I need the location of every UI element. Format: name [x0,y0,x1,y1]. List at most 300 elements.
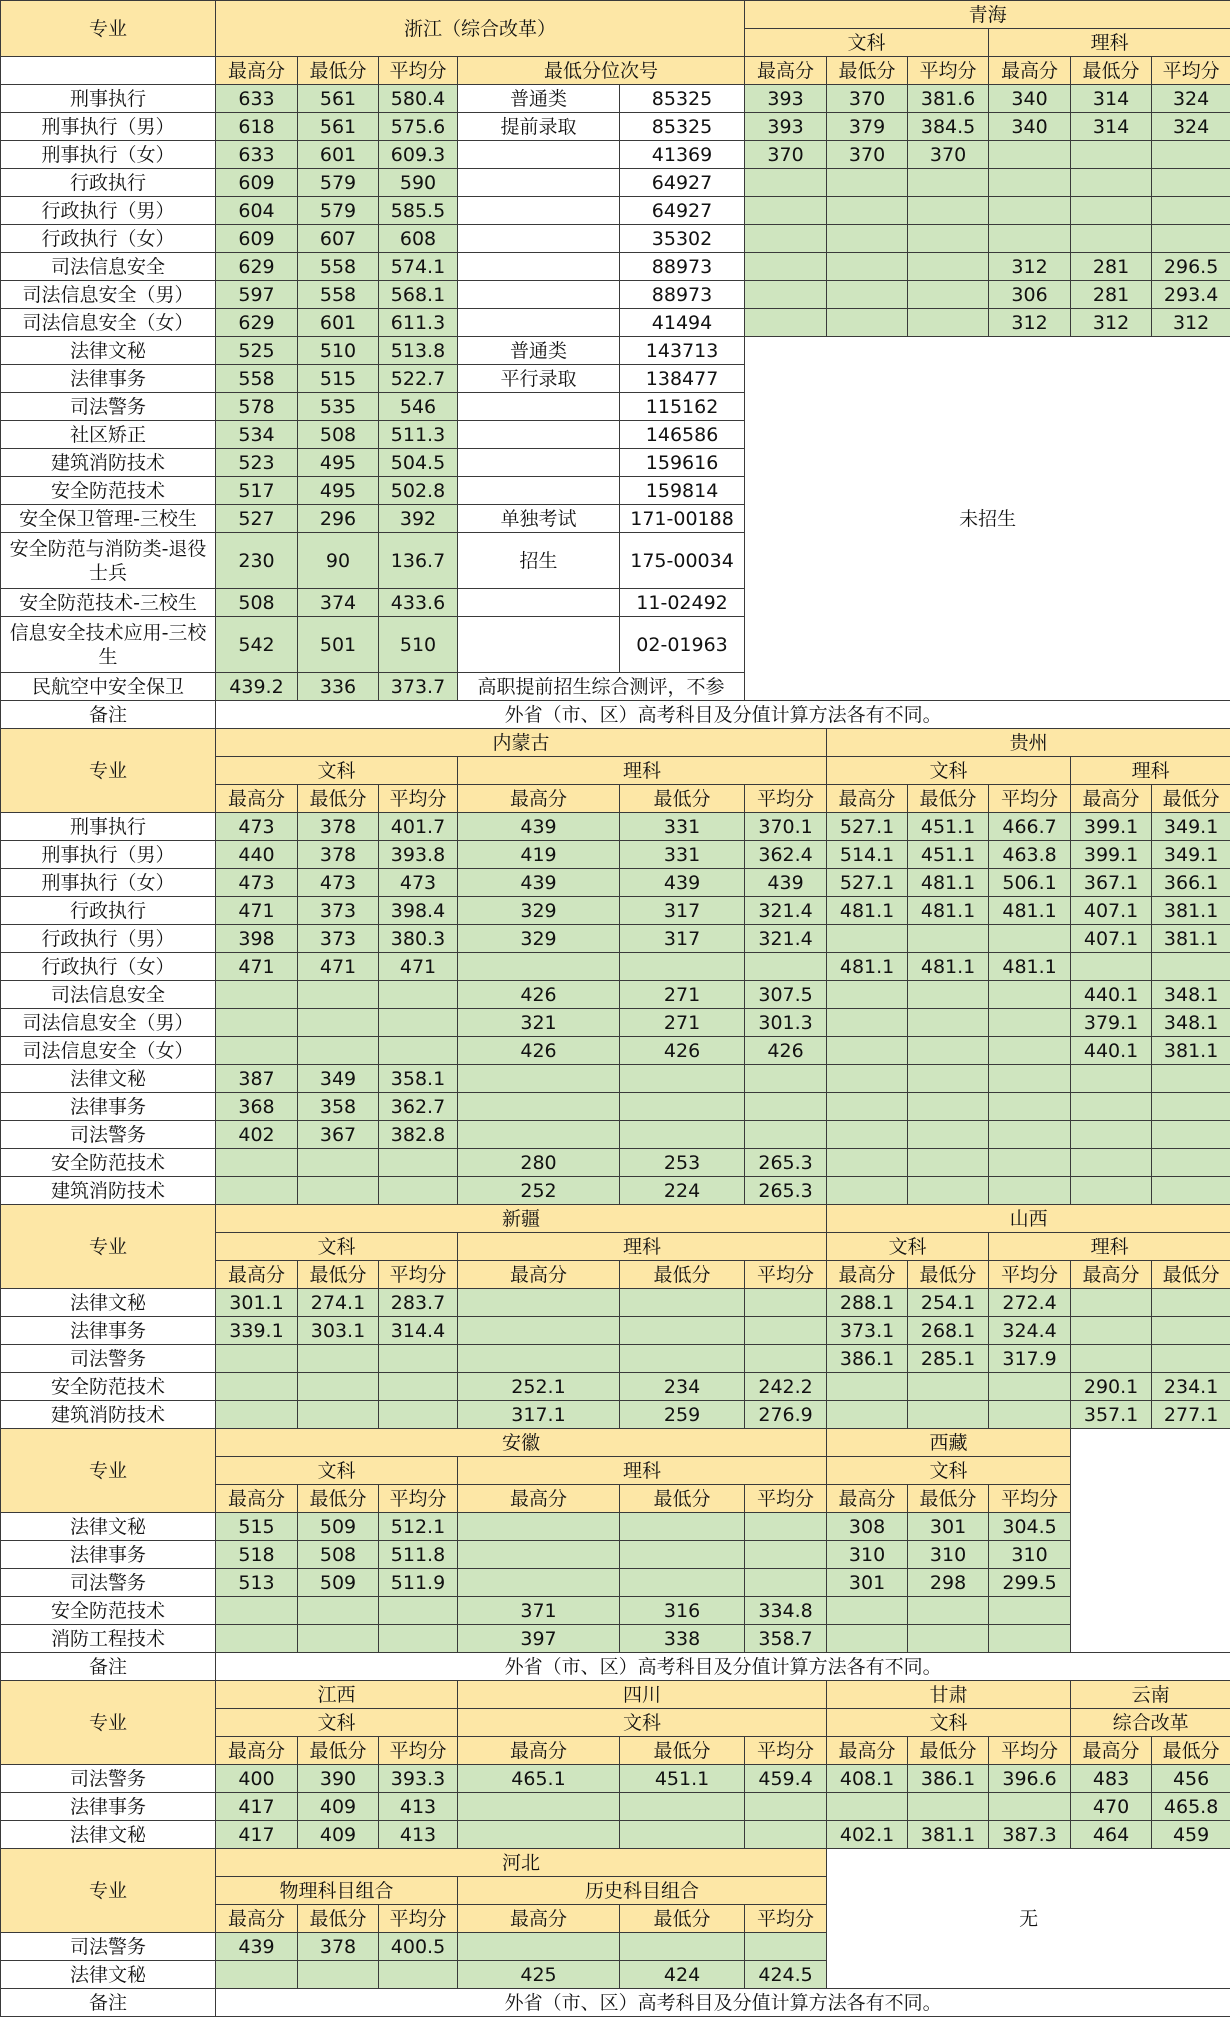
score-cell: 290.1 [1071,1373,1152,1401]
blank-cell [458,477,620,505]
major-cell: 安全防范技术 [1,477,216,505]
major-cell: 司法警务 [1,1345,216,1373]
score-cell: 271 [620,1009,745,1037]
table-row [1,337,1230,365]
score-cell: 464 [1071,1821,1152,1849]
score-cell [379,1401,458,1429]
header-cell: 平均分 [989,1485,1071,1513]
score-cell [1071,141,1152,169]
score-cell: 312 [1071,309,1152,337]
score-cell [379,1373,458,1401]
header-cell: 最高分 [216,1905,298,1933]
table-row [1,197,1230,225]
major-cell: 建筑消防技术 [1,449,216,477]
score-cell [745,225,827,253]
header-cell: 平均分 [989,1737,1071,1765]
score-cell [989,1401,1071,1429]
score-cell: 511.3 [379,421,458,449]
score-cell: 349.1 [1152,841,1230,869]
table-row [1,1401,1230,1429]
score-cell: 568.1 [379,281,458,309]
score-cell [458,1821,620,1849]
major-cell: 司法警务 [1,1933,216,1961]
major-cell: 法律文秘 [1,1289,216,1317]
score-cell [379,1037,458,1065]
track-header: 物理科目组合 [216,1877,458,1905]
score-cell [989,1793,1071,1821]
major-cell: 法律文秘 [1,1821,216,1849]
score-cell: 357.1 [1071,1401,1152,1429]
header-cell: 最低分 [908,785,989,813]
score-cell: 301 [827,1569,908,1597]
score-cell [620,1513,745,1541]
track-header: 文科 [216,1709,458,1737]
header-cell: 平均分 [379,57,458,85]
score-cell [908,1625,989,1653]
score-cell [298,1037,379,1065]
score-cell [908,981,989,1009]
score-cell: 465.1 [458,1765,620,1793]
score-cell: 440 [216,841,298,869]
major-cell: 司法警务 [1,1765,216,1793]
score-cell [216,1373,298,1401]
score-cell [989,1373,1071,1401]
score-cell: 381.1 [1152,925,1230,953]
score-cell: 513.8 [379,337,458,365]
score-cell: 439 [620,869,745,897]
table-row [1,1541,1230,1569]
score-cell: 483 [1071,1765,1152,1793]
score-cell: 159814 [620,477,745,505]
header-cell: 最高分 [458,1905,620,1933]
score-cell [989,169,1071,197]
score-cell: 561 [298,85,379,113]
score-cell: 362.7 [379,1093,458,1121]
header-cell: 最低分 [1152,785,1230,813]
score-cell [620,1569,745,1597]
score-cell: 440.1 [1071,1037,1152,1065]
score-cell: 459 [1152,1821,1230,1849]
province-header: 青海 [745,1,1230,29]
score-cell: 301.3 [745,1009,827,1037]
major-header: 专业 [1,1,216,57]
header-cell: 平均分 [989,1261,1071,1289]
score-cell: 515 [298,365,379,393]
track-header: 理科 [458,1233,827,1261]
score-cell [908,1177,989,1205]
score-cell [216,1345,298,1373]
remark-text: 外省（市、区）高考科目及分值计算方法各有不同。 [216,1989,1230,2017]
score-cell: 358.1 [379,1065,458,1093]
score-cell: 224 [620,1177,745,1205]
header-cell: 最低分 [1152,1261,1230,1289]
score-cell [908,925,989,953]
score-cell [827,1065,908,1093]
major-header: 专业 [1,1205,216,1289]
header-cell: 最低分 [1071,57,1152,85]
table-row [1,225,1230,253]
score-cell: 504.5 [379,449,458,477]
score-cell: 601 [298,309,379,337]
score-cell [827,281,908,309]
score-cell: 317 [620,925,745,953]
header-cell: 最低分 [620,1261,745,1289]
table-row [1,1177,1230,1205]
score-cell [298,1597,379,1625]
score-cell [458,1065,620,1093]
score-cell: 387 [216,1065,298,1093]
table-row [1,1625,1230,1653]
header-cell: 平均分 [745,785,827,813]
major-cell: 行政执行（男） [1,197,216,225]
score-cell: 510 [379,617,458,673]
table-row [1,1569,1230,1597]
province-header: 新疆 [216,1205,827,1233]
blank-cell [458,449,620,477]
score-cell: 234.1 [1152,1373,1230,1401]
score-cell [745,1065,827,1093]
score-cell [1071,1345,1152,1373]
score-cell [745,1569,827,1597]
header-cell: 最低分 [298,57,379,85]
major-cell: 建筑消防技术 [1,1401,216,1429]
major-cell: 司法信息安全（女） [1,1037,216,1065]
score-cell [827,1793,908,1821]
score-cell: 281 [1071,281,1152,309]
header-cell: 最高分 [989,57,1071,85]
score-cell [827,1093,908,1121]
score-cell: 252 [458,1177,620,1205]
major-cell: 法律文秘 [1,1065,216,1093]
track-header: 理科 [989,1233,1230,1261]
score-cell: 424.5 [745,1961,827,1989]
header-cell: 最高分 [216,1485,298,1513]
table-row [1,1037,1230,1065]
score-cell [827,253,908,281]
score-cell [458,1345,620,1373]
score-cell [989,141,1071,169]
score-cell: 317.9 [989,1345,1071,1373]
table-row [1,253,1230,281]
score-cell [298,1961,379,1989]
score-cell: 607 [298,225,379,253]
score-cell: 370 [827,141,908,169]
score-cell: 597 [216,281,298,309]
score-cell [908,1009,989,1037]
score-cell: 471 [216,897,298,925]
score-cell: 175-00034 [620,533,745,589]
header-cell: 平均分 [379,1261,458,1289]
score-cell [620,1317,745,1345]
score-cell: 329 [458,897,620,925]
major-cell: 民航空中安全保卫 [1,673,216,701]
table-row [1,701,1230,729]
score-cell: 306 [989,281,1071,309]
track-header: 文科 [216,1233,458,1261]
major-cell: 刑事执行（男） [1,113,216,141]
score-cell: 85325 [620,85,745,113]
score-cell [989,981,1071,1009]
score-cell [379,1149,458,1177]
province-header: 四川 [458,1681,827,1709]
score-cell: 618 [216,113,298,141]
table-row [1,1597,1230,1625]
score-cell [216,981,298,1009]
major-cell: 刑事执行 [1,85,216,113]
score-cell [745,1289,827,1317]
score-cell: 321.4 [745,925,827,953]
score-cell [1152,1345,1230,1373]
score-cell: 604 [216,197,298,225]
score-cell: 440.1 [1071,981,1152,1009]
province-header: 浙江（综合改革） [216,1,745,57]
header-cell: 最高分 [827,1261,908,1289]
score-cell [989,197,1071,225]
remark-label: 备注 [1,1989,216,2017]
score-cell [1152,1093,1230,1121]
score-cell: 466.7 [989,813,1071,841]
score-cell: 358.7 [745,1625,827,1653]
score-cell [458,1569,620,1597]
score-cell: 407.1 [1071,897,1152,925]
blank-cell [458,393,620,421]
score-cell: 387.3 [989,1821,1071,1849]
score-cell: 64927 [620,169,745,197]
score-cell: 381.1 [908,1821,989,1849]
score-cell: 473 [298,869,379,897]
score-cell: 495 [298,477,379,505]
score-cell: 373 [298,897,379,925]
score-cell [1152,141,1230,169]
table-row [1,841,1230,869]
score-cell [1071,1065,1152,1093]
major-cell: 司法警务 [1,1569,216,1597]
score-cell: 308 [827,1513,908,1541]
province-header: 贵州 [827,729,1230,757]
score-cell: 629 [216,309,298,337]
score-cell [379,1961,458,1989]
score-cell: 340 [989,113,1071,141]
score-cell [620,1793,745,1821]
score-cell: 417 [216,1793,298,1821]
score-cell [989,225,1071,253]
header-cell: 平均分 [379,785,458,813]
table-row [1,1429,1230,1457]
blank-cell [458,421,620,449]
track-header: 文科 [827,1457,1071,1485]
score-cell: 85325 [620,113,745,141]
score-cell [745,1821,827,1849]
score-cell: 349 [298,1065,379,1093]
score-cell: 281 [1071,253,1152,281]
score-cell: 265.3 [745,1177,827,1205]
score-cell [745,1933,827,1961]
score-cell: 510 [298,337,379,365]
score-cell: 368 [216,1093,298,1121]
score-cell: 579 [298,169,379,197]
header-cell: 最低分 [908,1737,989,1765]
score-cell [379,981,458,1009]
header-cell: 最低分 [827,57,908,85]
header-cell: 最高分 [216,785,298,813]
score-cell [298,1009,379,1037]
score-cell [298,1345,379,1373]
score-cell: 611.3 [379,309,458,337]
major-cell: 法律文秘 [1,1961,216,1989]
score-cell: 378 [298,841,379,869]
score-cell: 501 [298,617,379,673]
header-cell: 最高分 [827,1485,908,1513]
score-cell [827,1121,908,1149]
score-cell: 380.3 [379,925,458,953]
track-header: 文科 [216,757,458,785]
header-cell: 最高分 [216,57,298,85]
score-cell: 138477 [620,365,745,393]
score-cell: 378 [298,813,379,841]
score-cell: 349.1 [1152,813,1230,841]
score-cell: 324 [1152,85,1230,113]
track-header: 理科 [1071,757,1230,785]
score-cell: 298 [908,1569,989,1597]
header-cell: 最低分 [298,1905,379,1933]
score-cell [989,1093,1071,1121]
score-cell: 400 [216,1765,298,1793]
score-cell: 609.3 [379,141,458,169]
score-cell [745,1513,827,1541]
score-cell: 321 [458,1009,620,1037]
remark-label: 备注 [1,1653,216,1681]
major-cell: 安全保卫管理-三校生 [1,505,216,533]
score-cell: 424 [620,1961,745,1989]
score-cell: 518 [216,1541,298,1569]
score-cell: 334.8 [745,1597,827,1625]
score-cell: 366.1 [1152,869,1230,897]
score-cell [827,1177,908,1205]
score-cell: 374 [298,589,379,617]
header-cell: 最高分 [1071,1737,1152,1765]
score-cell: 633 [216,85,298,113]
score-cell: 425 [458,1961,620,1989]
score-cell: 338 [620,1625,745,1653]
score-cell: 274.1 [298,1289,379,1317]
header-cell: 最高分 [458,1737,620,1765]
score-cell: 629 [216,253,298,281]
score-cell: 303.1 [298,1317,379,1345]
score-cell [827,1009,908,1037]
major-header: 专业 [1,1849,216,1933]
header-cell: 平均分 [379,1737,458,1765]
score-cell [216,1009,298,1037]
score-cell: 88973 [620,281,745,309]
major-cell: 法律事务 [1,1541,216,1569]
score-cell [908,253,989,281]
score-cell: 401.7 [379,813,458,841]
score-cell [908,1793,989,1821]
score-cell: 439 [216,1933,298,1961]
score-cell [1071,1121,1152,1149]
table-row [1,85,1230,113]
score-cell: 575.6 [379,113,458,141]
score-cell: 463.8 [989,841,1071,869]
score-cell: 473 [216,869,298,897]
score-cell: 136.7 [379,533,458,589]
score-cell: 310 [989,1541,1071,1569]
score-cell [827,225,908,253]
major-cell: 安全防范技术 [1,1149,216,1177]
score-cell: 252.1 [458,1373,620,1401]
score-cell: 329 [458,925,620,953]
score-cell: 574.1 [379,253,458,281]
province-header: 山西 [827,1205,1230,1233]
score-cell: 304.5 [989,1513,1071,1541]
major-cell: 法律事务 [1,1093,216,1121]
score-cell [745,1317,827,1345]
header-cell: 平均分 [379,1905,458,1933]
score-cell: 481.1 [827,953,908,981]
score-cell: 381.1 [1152,897,1230,925]
score-cell [1152,169,1230,197]
score-cell: 509 [298,1569,379,1597]
score-cell: 370 [827,85,908,113]
score-cell: 558 [216,365,298,393]
score-cell [620,1121,745,1149]
score-cell [989,1149,1071,1177]
score-cell: 609 [216,169,298,197]
header-cell: 最低分 [298,1737,379,1765]
score-cell: 288.1 [827,1289,908,1317]
score-cell [745,953,827,981]
table-row [1,1,1230,29]
score-cell [298,1625,379,1653]
score-cell [745,197,827,225]
score-cell: 471 [216,953,298,981]
score-cell [458,1317,620,1345]
score-cell [989,1625,1071,1653]
table-row [1,1149,1230,1177]
score-cell: 159616 [620,449,745,477]
score-cell [1152,1177,1230,1205]
score-cell [827,197,908,225]
score-cell: 90 [298,533,379,589]
score-cell: 280 [458,1149,620,1177]
score-cell: 456 [1152,1765,1230,1793]
score-cell: 277.1 [1152,1401,1230,1429]
track-header: 理科 [458,757,827,785]
score-cell: 426 [620,1037,745,1065]
score-cell: 578 [216,393,298,421]
score-cell: 471 [298,953,379,981]
track-header: 综合改革 [1071,1709,1230,1737]
score-cell: 579 [298,197,379,225]
header-cell: 最高分 [1071,1261,1152,1289]
score-cell: 312 [1152,309,1230,337]
track-header: 文科 [827,757,1071,785]
score-cell: 481.1 [989,897,1071,925]
score-cell [1071,1149,1152,1177]
score-cell: 471 [379,953,458,981]
score-cell: 525 [216,337,298,365]
blank-cell [458,253,620,281]
score-cell [379,1345,458,1373]
table-row [1,1065,1230,1093]
score-cell [908,1037,989,1065]
score-cell: 314.4 [379,1317,458,1345]
table-row [1,1009,1230,1037]
score-cell: 381.1 [1152,1037,1230,1065]
score-cell [620,1289,745,1317]
score-cell [989,1037,1071,1065]
major-cell: 刑事执行（女） [1,869,216,897]
